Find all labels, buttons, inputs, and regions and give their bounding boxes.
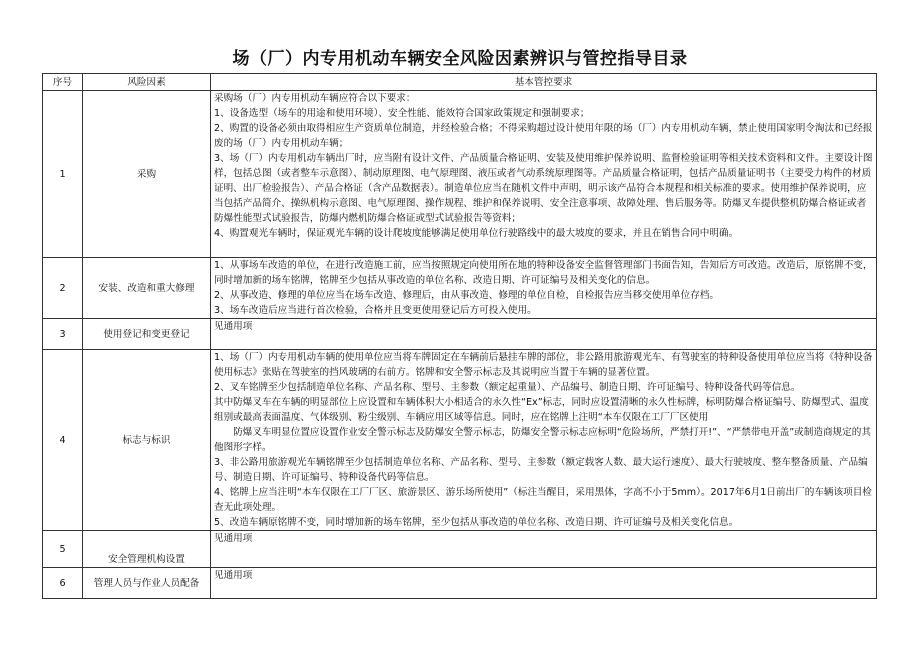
header-no: 序号 [43,74,83,91]
requirement-line: 防爆叉车明显位置应设置作业安全警示标志及防爆安全警示标志，防爆安全警示标志应标明“危险场所，严禁打开!”、“严禁带电开盖”或制造商规定的其他图形字样。 [214,427,871,453]
requirement-line: 见通用项 [214,533,253,544]
requirement-line: 1、设备选型（场车的用途和使用环境）、安全性能、能效符合国家政策规定和强制要求； [214,108,590,119]
table-row [43,319,877,350]
requirement-line: 3、非公路用旅游观光车辆铭牌至少包括制造单位名称、产品名称、型号、主参数（额定载客人数、最大运行速度）、最大行驶坡度、整车整备质量、产品编号、制造日期、许可证编号、特种设备代码等信息。 [214,457,868,483]
row-number: 2 [43,258,83,319]
requirement-line: 其中防爆叉车在车辆的明显部位上应设置和车辆体积大小相适合的永久性“Ex”标志，同时应设置清晰的永久性标牌，标明防爆合格证编号、防爆型式、温度组别或最高表面温度、气体级别、粉尘级别、车辆应用区域等信息。同时，应在铭牌上注明“本车仅限在工厂厂区使用 [214,397,869,423]
risk-factor: 安全管理机构设置 [83,531,211,568]
table-header-row [43,74,877,91]
row-number: 1 [43,91,83,258]
requirements-cell [211,319,877,350]
risk-factor: 使用登记和变更登记 [83,319,211,350]
risk-factor: 安装、改造和重大修理 [83,258,211,319]
requirement-line: 5、改造车辆原铭牌不变，同时增加新的场车铭牌，至少包括从事改造的单位名称、改造日期、许可证编号及相关变化信息。 [214,517,739,528]
requirement-line: 2、从事改造、修理的单位应当在场车改造、修理后，由从事改造、修理的单位自检，自检报告应当移交使用单位存档。 [214,290,719,301]
risk-factor: 采购 [83,91,211,258]
table-row [43,350,877,531]
requirement-line: 1、从事场车改造的单位，在进行改造施工前，应当按照规定向使用所在地的特种设备安全监督管理部门书面告知，告知后方可改造。改造后，原铭牌不变，同时增加新的场车铭牌，铭牌至少包括从事改造的单位名称、改造日期、许可证编号及相关变化的信息。 [214,260,873,286]
row-number: 6 [43,568,83,599]
page-title: 场（厂）内专用机动车辆安全风险因素辨识与管控指导目录 [232,49,688,69]
requirement-line: 4、购置观光车辆时，保证观光车辆的设计爬坡度能够满足使用单位行驶路线中的最大坡度的要求，并且在销售合同中明确。 [214,228,739,239]
risk-factor: 管理人员与作业人员配备 [83,568,211,599]
requirement-line: 2、购置的设备必须由取得相应生产资质单位制造，并经检验合格；不得采购超过设计使用年限的场（厂）内专用机动车辆，禁止使用国家明令淘汰和已经报废的场（厂）内专用机动车辆； [214,123,873,149]
risk-factor: 标志与标识 [83,350,211,531]
requirement-line: 见通用项 [214,321,253,332]
table-row [43,568,877,599]
requirement-line: 4、铭牌上应当注明“本车仅限在工厂厂区、旅游景区、游乐场所使用”（标注当醒目，采用黑体，字高不小于5mm）。2017年6月1日前出厂的车辆该项目检查无此项处理。 [214,487,872,513]
requirement-line: 3、场（厂）内专用机动车辆出厂时，应当附有设计文件、产品质量合格证明、安装及使用维护保养说明、监督检验证明等相关技术资料和文件。主要设计图样，包括总图（或者整车示意图）、制动原理图、电气原理图、液压或者气动系统原理图等。产品质量合格证明，包括产品质量证明书（主要受力构件的材质证明、出厂检验报告）、产品合格证（含产品数据表）。制造单位应当在随机文件中声明，明示该产品符合本规程和相关标准的要求。使用维护保养说明，应当包括产品简介、操纵机构示意图、电气原理图、操作规程、维护和保养说明、安全注意事项、故障处理、售后服务等。防爆叉车提供整机防爆合格证或者防爆性能型式试验报告，防爆内燃机防爆合格证或型式试验报告等资料； [214,153,873,224]
row-number: 4 [43,350,83,531]
table-row [43,91,877,258]
requirement-line: 2、叉车铭牌至少包括制造单位名称、产品名称、型号、主参数（额定起重量）、产品编号、制造日期、许可证编号、特种设备代码等信息。 [214,382,801,393]
requirements-cell [211,568,877,599]
requirements-cell [211,91,877,258]
requirements-cell [211,350,877,531]
row-number: 5 [43,531,83,568]
header-risk: 风险因素 [83,74,211,91]
header-requirements: 基本管控要求 [211,74,877,91]
requirements-cell [211,258,877,319]
requirement-line: 见通用项 [214,570,253,581]
requirement-line: 3、场车改造后应当进行首次检验，合格并且变更使用登记后方可投入使用。 [214,305,537,316]
requirement-line: 1、场（厂）内专用机动车辆的使用单位应当将车牌固定在车辆前后悬挂车牌的部位，非公路用旅游观光车、有驾驶室的特种设备使用单位应当将《特种设备使用标志》张贴在驾驶室的挡风玻璃的右前方。铭牌和安全警示标志及其说明应当置于车辆的显著位置。 [214,352,873,378]
requirement-line: 采购场（厂）内专用机动车辆应符合以下要求： [214,93,416,104]
risk-table [42,73,877,599]
row-number: 3 [43,319,83,350]
table-row [43,258,877,319]
requirements-cell [211,531,877,568]
table-row [43,531,877,568]
